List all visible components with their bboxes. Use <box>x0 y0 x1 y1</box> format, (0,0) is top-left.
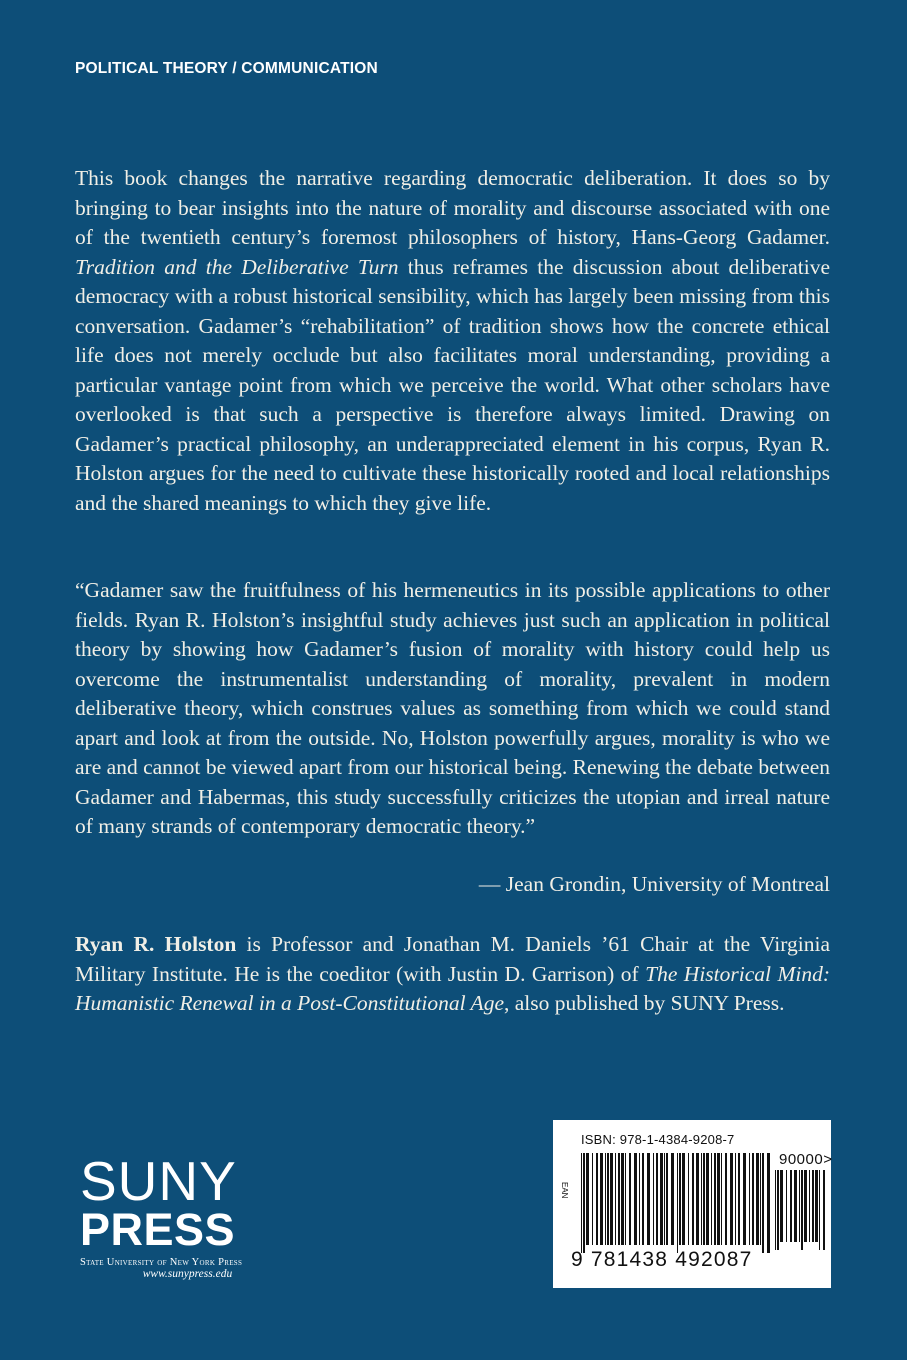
barcode-bar <box>790 1170 792 1242</box>
publisher-subtitle: State University of New York Press <box>80 1257 243 1268</box>
logo-press-text: PRESS <box>80 1204 236 1255</box>
barcode-bar <box>642 1153 644 1245</box>
endorsement-quote: “Gadamer saw the fruitfulness of his hermeneutics in its possible applications to other fields. Ryan R. Holston’s insightful study achieves just such an application in political theory by showing how Gadamer’s fusion of morality with history could help us overcome the instrumentalist understanding of morality, prevalent in modern deliberative theory, which construes values as something from which we could stand apart and look at from the outside. No, Holston powerfully argues, morality is who we are and cannot be viewed apart from our historical being. Renewing the debate between Gadamer and Habermas, this study successfully criticizes the utopian and irreal nature of many strands of contemporary democratic theory.” <box>75 578 830 838</box>
barcode-bar <box>809 1170 810 1242</box>
barcode-bar <box>815 1170 818 1242</box>
barcode-bar <box>592 1153 593 1245</box>
barcode-bar <box>688 1153 689 1245</box>
barcode-bar <box>777 1170 779 1250</box>
barcode-main-bars <box>581 1153 771 1253</box>
barcode-bar <box>696 1153 699 1245</box>
barcode-bar <box>701 1153 702 1245</box>
barcode-bar <box>801 1170 803 1250</box>
barcode-bar <box>717 1153 720 1245</box>
barcode-bar <box>812 1170 814 1242</box>
barcode-bar <box>677 1153 678 1253</box>
author-bio <box>75 930 830 1019</box>
barcode-panel <box>553 1120 831 1288</box>
barcode-bar <box>634 1153 637 1245</box>
author-name: Ryan R. Holston <box>75 932 237 956</box>
barcode-bar <box>605 1153 606 1245</box>
barcode-digits: 9 781438 492087 <box>571 1248 753 1271</box>
bio-text-2: , also published by SUNY Press. <box>503 991 785 1015</box>
barcode-bar <box>625 1153 626 1245</box>
barcode-bar <box>682 1153 685 1245</box>
description-text-2: thus reframes the discussion about deliberative democracy with a robust historical sensibility, which has largely been missing from this conversation. Gadamer’s “rehabilitation” of tradition shows how the concrete ethical life does not merely occlude but also facilitates moral understanding, providing a particular vantage point from which we perceive the world. What other scholars have overlooked is that such a perspective is therefore always limited. Drawing on Gadamer’s practical philosophy, an underappreciated element in his corpus, Ryan R. Holston argues for the need to cultivate these historically rooted and local relationships and the shared meanings to which they give life. <box>75 254 830 515</box>
barcode-bar <box>794 1170 797 1242</box>
barcode-bar <box>780 1170 783 1242</box>
barcode-bar <box>706 1153 709 1245</box>
barcode-bar <box>743 1153 746 1245</box>
logo-suny-text: SUNY <box>80 1150 237 1212</box>
barcode-bar <box>711 1153 712 1245</box>
barcode-bar <box>586 1153 589 1245</box>
barcode-bar <box>581 1153 582 1253</box>
description-text-1: This book changes the narrative regarding democratic deliberation. It does so by bringing to bear insights into the nature of morality and discourse associated with one of the twentieth century’s foremost philosophers of history, Hans-Georg Gadamer. <box>75 166 830 249</box>
barcode-bar <box>749 1153 750 1245</box>
barcode-bar <box>738 1153 740 1245</box>
barcode-bar <box>618 1153 620 1245</box>
coedited-book-title: The Historical Mind: Humanistic Renewal in a Post-Constitutional Age <box>75 961 830 1015</box>
barcode-bar <box>823 1170 825 1250</box>
barcode-bar <box>671 1153 674 1245</box>
barcode-bar <box>666 1153 668 1245</box>
barcode-bar <box>786 1170 787 1242</box>
barcode-bar <box>799 1170 800 1242</box>
barcode-bar <box>725 1153 727 1245</box>
barcode-bar <box>615 1153 616 1245</box>
barcode-bar <box>639 1153 640 1245</box>
barcode-bar <box>660 1153 663 1245</box>
barcode-bar <box>760 1153 761 1245</box>
barcode-bar <box>664 1153 665 1245</box>
book-description <box>75 164 830 518</box>
barcode-bar <box>653 1153 654 1245</box>
barcode-bar <box>600 1153 603 1245</box>
barcode-bar <box>721 1153 722 1245</box>
category-label: POLITICAL THEORY / COMMUNICATION <box>75 60 378 77</box>
barcode-addon-bars <box>775 1170 825 1250</box>
price-code: 90000> <box>779 1151 833 1168</box>
barcode-bar <box>583 1153 585 1253</box>
book-title: Tradition and the Deliberative Turn <box>75 254 399 279</box>
barcode-bar <box>647 1153 650 1245</box>
barcode-bar <box>756 1153 759 1245</box>
barcode-bar <box>607 1153 609 1245</box>
isbn-label: ISBN: 978-1-4384-9208-7 <box>581 1132 735 1147</box>
barcode-bar <box>819 1170 820 1250</box>
bio-text-1: is Professor and Jonathan M. Daniels ’61 Chair at the Virginia Military Institute. He is the coeditor (with Justin D. Garrison) of <box>75 932 831 986</box>
barcode-bar <box>596 1153 598 1245</box>
ean-label: EAN <box>560 1182 569 1199</box>
publisher-url: www.sunypress.edu <box>142 1268 233 1280</box>
endorsement-attribution: — Jean Grondin, University of Montreal <box>478 872 830 896</box>
barcode-bar <box>621 1153 624 1245</box>
barcode-bar <box>610 1153 613 1245</box>
barcode-bar <box>714 1153 716 1245</box>
barcode-bar <box>656 1153 658 1245</box>
barcode-bar <box>752 1153 754 1245</box>
publisher-logo <box>80 1150 290 1280</box>
barcode-bar <box>767 1153 770 1253</box>
barcode-bar <box>735 1153 736 1245</box>
barcode-bar <box>703 1153 705 1245</box>
barcode-bar <box>629 1153 631 1245</box>
barcode-bar <box>730 1153 733 1245</box>
barcode-bar <box>775 1170 776 1250</box>
barcode-bar <box>679 1153 681 1245</box>
barcode-bar <box>804 1170 807 1242</box>
barcode-bar <box>692 1153 694 1245</box>
barcode-bar <box>762 1153 764 1253</box>
